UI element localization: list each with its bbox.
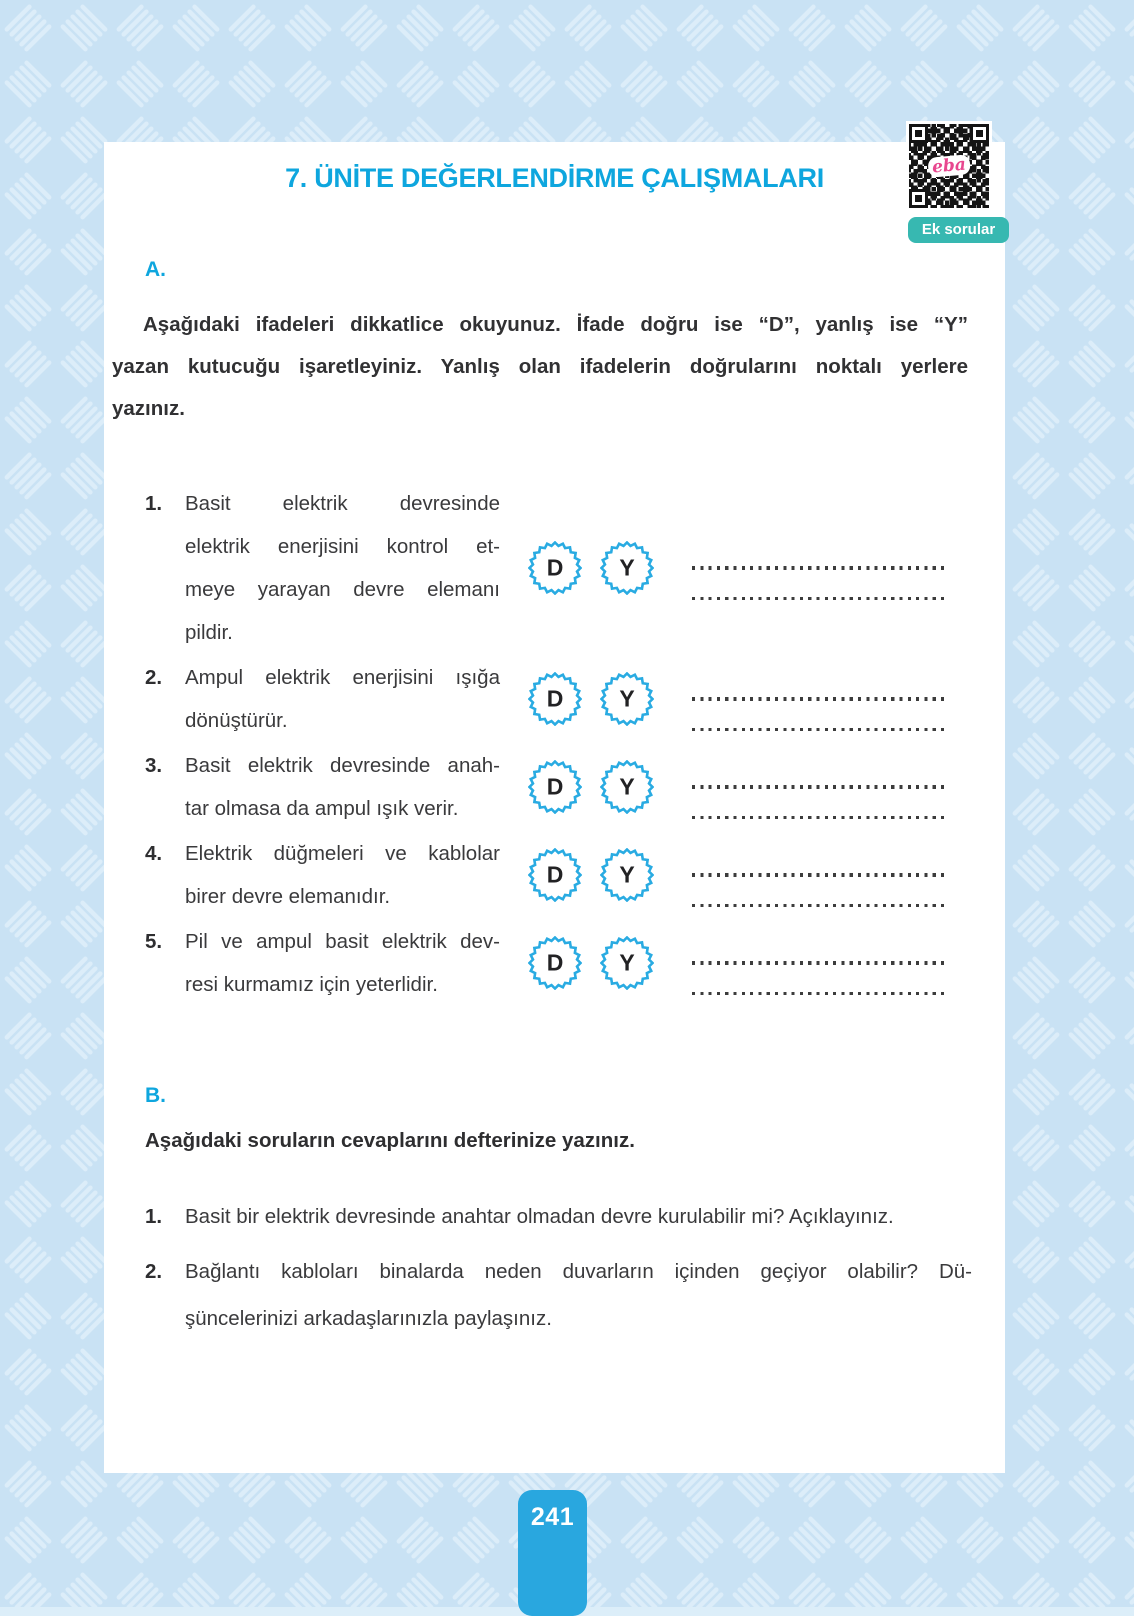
text-line: pildir. [185,621,233,644]
text-line: tar olmasa da ampul ışık verir. [185,797,459,820]
qr-finder-icon [909,189,928,208]
y-badge-icon[interactable] [600,672,654,726]
y-badge-icon[interactable] [600,541,654,595]
statement-text [185,744,500,830]
text-line: resi kurmamız için yeterlidir. [185,973,438,996]
svg-text:D: D [546,949,564,976]
qr-modules [909,124,989,208]
statement-text [185,656,500,742]
statement-row [145,744,1005,830]
true-false-badges [528,848,654,902]
text-line: birer devre elemanıdır. [185,885,391,908]
true-false-badges [528,541,654,595]
text-line: Basit elektrik devresinde anah- [185,754,500,777]
statement-row [145,920,1005,1006]
svg-text:D: D [546,554,564,581]
svg-text:Y: Y [619,685,635,712]
text-line: Pil ve ampul basit elektrik dev- [185,930,500,953]
statement-number: 5. [145,930,163,953]
answer-lines [692,785,949,818]
svg-text:Y: Y [619,554,635,581]
answer-dotted-line[interactable] [692,904,949,907]
statement-text [185,920,500,1006]
true-false-badges [528,672,654,726]
question-number: 2. [145,1260,163,1283]
page-number: 241 [530,1503,575,1531]
answer-lines [692,873,949,906]
question-text [185,1248,972,1342]
question-number: 1. [145,1205,163,1228]
true-false-badges [528,760,654,814]
answer-lines [692,697,949,730]
text-line: şüncelerinizi arkadaşlarınızla paylaşınız. [185,1307,552,1330]
d-badge-icon[interactable] [528,848,582,902]
text-line: Basit bir elektrik devresinde anahtar olmadan devre kurulabilir mi? Açıklayınız. [185,1205,894,1228]
qr-code[interactable] [906,121,992,211]
svg-text:D: D [546,685,564,712]
statement-row [145,482,1005,654]
section-b-instructions: Aşağıdaki soruların cevaplarını defterinize yazınız. [145,1129,635,1152]
answer-dotted-line[interactable] [692,785,949,788]
qr-finder-icon [970,124,989,143]
extra-questions-button[interactable]: Ek sorular [908,217,1009,243]
page-number-tab [518,1490,587,1616]
statement-number: 4. [145,842,163,865]
text-line: Elektrik düğmeleri ve kablolar [185,842,500,865]
open-questions [104,1193,1005,1342]
answer-dotted-line[interactable] [692,566,949,569]
answer-dotted-line[interactable] [692,873,949,876]
text-line: Bağlantı kabloları binalarda neden duvarların içinden geçiyor olabilir? Dü- [185,1260,972,1283]
text-line: yazan kutucuğu işaretleyiniz. Yanlış olan ifadelerin doğrularını noktalı yerlere [112,355,968,378]
answer-dotted-line[interactable] [692,697,949,700]
statement-number: 1. [145,492,163,515]
svg-text:D: D [546,861,564,888]
text-line: elektrik enerjisini kontrol et- [185,535,500,558]
section-a-label: A. [145,258,166,281]
answer-dotted-line[interactable] [692,992,949,995]
statement-row [145,832,1005,918]
text-line: meye yarayan devre elemanı [185,578,500,601]
statement-text [185,482,500,654]
svg-text:D: D [546,773,564,800]
answer-dotted-line[interactable] [692,597,949,600]
qr-finder-icon [909,124,928,143]
answer-dotted-line[interactable] [692,961,949,964]
svg-text:Y: Y [619,773,635,800]
svg-text:Y: Y [619,861,635,888]
question-row [145,1248,1005,1342]
answer-dotted-line[interactable] [692,728,949,731]
d-badge-icon[interactable] [528,541,582,595]
y-badge-icon[interactable] [600,848,654,902]
text-line: Ampul elektrik enerjisini ışığa [185,666,500,689]
eba-logo: eba [927,154,970,178]
text-line: yazınız. [112,397,185,420]
text-line: dönüştürür. [185,709,288,732]
question-row [145,1193,1005,1240]
page-title: 7. ÜNİTE DEĞERLENDİRME ÇALIŞMALARI [285,163,824,193]
y-badge-icon[interactable] [600,936,654,990]
statement-text [185,832,500,918]
statement-number: 2. [145,666,163,689]
answer-lines [692,961,949,994]
statement-number: 3. [145,754,163,777]
y-badge-icon[interactable] [600,760,654,814]
worksheet-sheet [104,142,1005,1473]
question-text [185,1193,972,1240]
d-badge-icon[interactable] [528,760,582,814]
true-false-badges [528,936,654,990]
statement-row [145,656,1005,742]
d-badge-icon[interactable] [528,672,582,726]
section-a-instructions [112,304,968,430]
answer-dotted-line[interactable] [692,816,949,819]
svg-text:Y: Y [619,949,635,976]
d-badge-icon[interactable] [528,936,582,990]
section-b-label: B. [145,1084,166,1107]
answer-lines [692,566,949,599]
text-line: Basit elektrik devresinde [185,492,500,515]
text-line: Aşağıdaki ifadeleri dikkatlice okuyunuz. İfade doğru ise “D”, yanlış ise “Y” [143,313,968,336]
true-false-statements [104,482,1005,1006]
